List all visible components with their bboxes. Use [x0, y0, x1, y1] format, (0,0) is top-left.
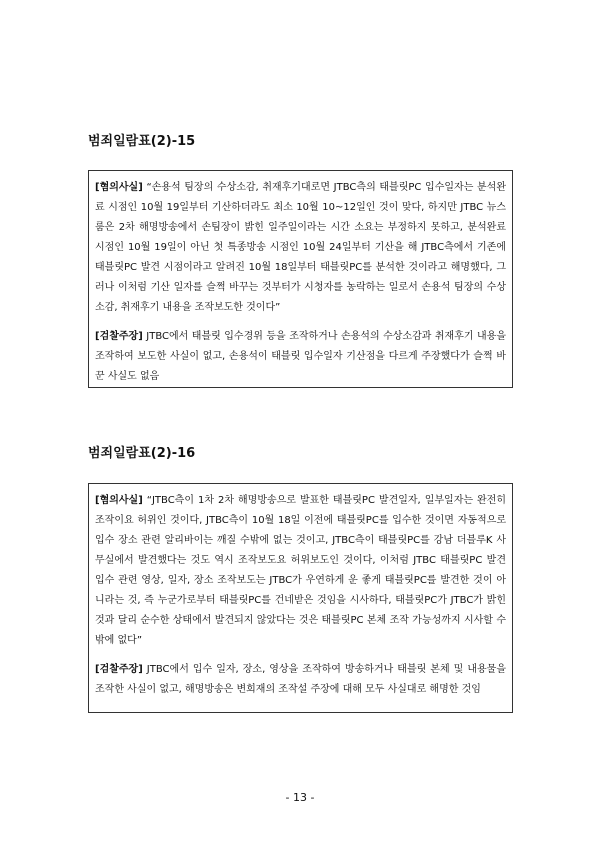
prosecution-paragraph: [95, 660, 506, 700]
prosecution-text: JTBC에서 입수 일자, 장소, 영상을 조작하여 방송하거나 태블릿 본체 및 내용물을 조작한 사실이 없고, 해명방송은 변희재의 조작설 주장에 대해 모두 사실대로 해명한 것임: [95, 664, 506, 695]
prosecution-label: [검찰주장]: [95, 331, 143, 342]
allegation-text: “JTBC측이 1차 2차 해명방송으로 발표한 태블릿PC 발견일자, 일부일자는 완전히 조작이요 허위인 것이다, JTBC측이 10월 18일 이전에 태블릿PC를 입수한 것이면 자동적으로 입수 장소 관련 알리바이는 깨질 수밖에 없는 것이고, JTBC측이 태블릿PC를 강남 더블루K 사무실에서 발견했다는 것도 역시 조작보도요 허위보도인 것이다, 이처럼 JTBC 태블릿PC 발견 입수 관련 영상, 일자, 장소 조작보도는 JTBC가 우연하게 운 좋게 태블릿PC를 발견한 것이 아니라는 것, 즉 누군가로부터 태블릿PC를 건네받은 것임을 시사하다, 태블릿PC가 JTBC가 밝힌 것과 달리 순수한 상태에서 발견되지 않았다는 것은 태블릿PC 본체 조작 가능성까지 시사할 수밖에 없다”: [95, 495, 506, 646]
case-box: [88, 483, 513, 713]
page-number: - 13 -: [285, 791, 315, 804]
allegation-text: “손용석 팀장의 수상소감, 취재후기대로면 JTBC측의 태블릿PC 입수일자는 분석완료 시점인 10월 19일부터 기산하더라도 최소 10월 10~12일인 것이 맞다, 하지만 JTBC 뉴스룸은 2차 해명방송에서 손팀장이 밝힌 일주일이라는 시간 소요는 부정하지 못하고, 분석완료 시점인 10월 19일이 아닌 첫 특종방송 시점인 10월 24일부터 기산을 해 JTBC측에서 기존에 태블릿PC 발견 시점이라고 알려진 10월 18일부터 태블릿PC를 분석한 것이라고 해명했다, 그러나 이처럼 기산 일자를 슬쩍 바꾸는 것부터가 시청자를 농락하는 일로서 손용석 팀장의 수상소감, 취재후기 내용을 조작보도한 것이다”: [95, 182, 506, 313]
prosecution-label: [검찰주장]: [95, 664, 143, 675]
allegation-label: [혐의사실]: [95, 182, 143, 193]
prosecution-paragraph: [95, 327, 506, 387]
section-title: 범죄일람표(2)-15: [88, 134, 196, 149]
section-title: 범죄일람표(2)-16: [88, 446, 196, 461]
allegation-paragraph: [95, 178, 506, 318]
prosecution-text: JTBC에서 태블릿 입수경위 등을 조작하거나 손용석의 수상소감과 취재후기 내용을 조작하여 보도한 사실이 없고, 손용석이 태블릿 입수일자 기산점을 다르게 주장했다가 슬쩍 바꾼 사실도 없음: [95, 331, 506, 382]
case-box: [88, 170, 513, 388]
allegation-paragraph: [95, 491, 506, 651]
allegation-label: [혐의사실]: [95, 495, 143, 506]
